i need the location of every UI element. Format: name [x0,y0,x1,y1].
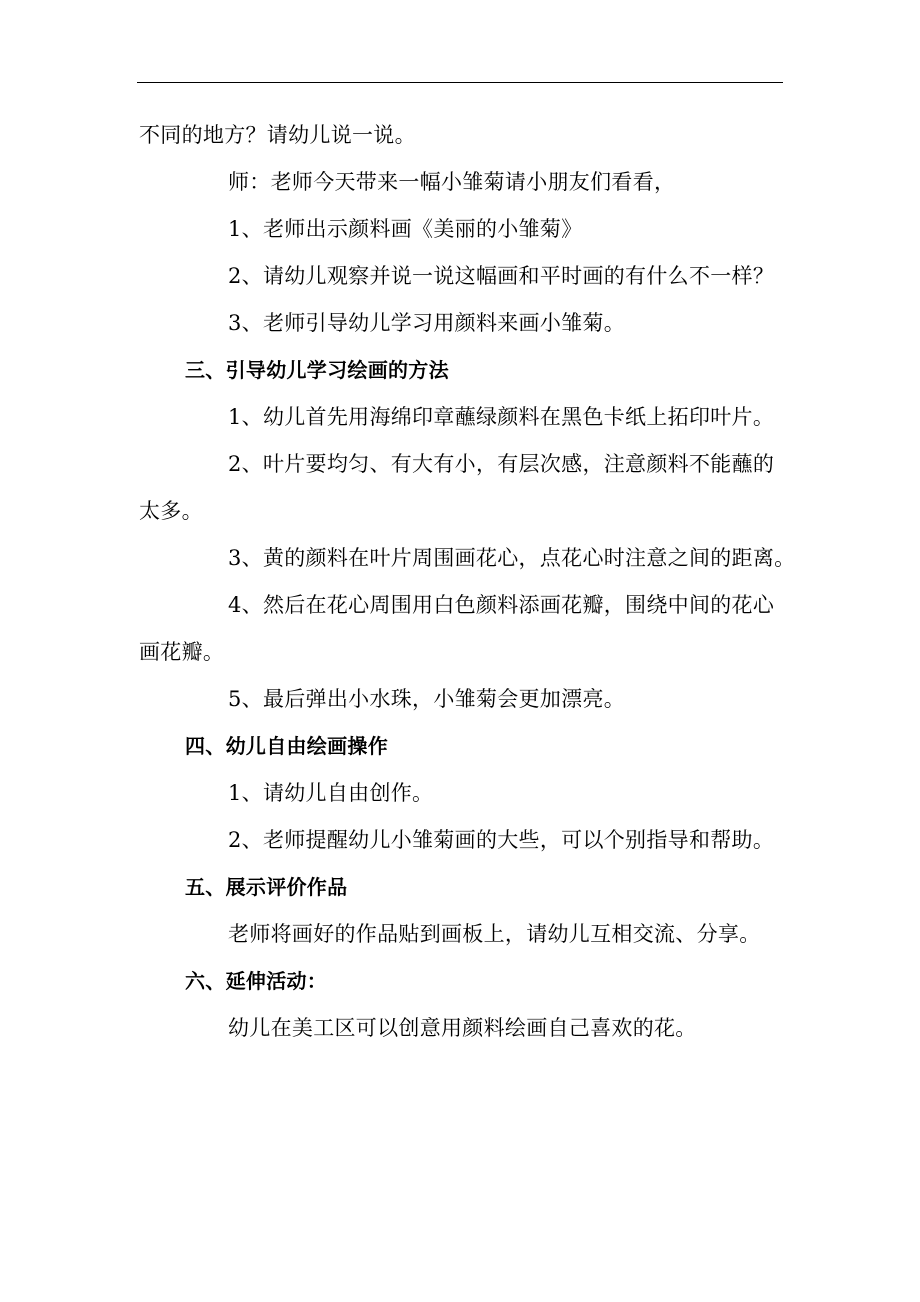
header-rule [137,82,783,83]
paragraph: 幼儿在美工区可以创意用颜料绘画自己喜欢的花。 [228,1016,697,1040]
list-item: 5、最后弹出小水珠，小雏菊会更加漂亮。 [228,687,626,711]
section-heading: 三、引导幼儿学习绘画的方法 [185,358,449,382]
paragraph: 师：老师今天带来一幅小雏菊请小朋友们看看， [228,170,676,194]
section-heading: 四、幼儿自由绘画操作 [185,734,388,758]
paragraph-continuation: 太多。 [139,499,203,523]
list-item: 1、老师出示颜料画《美丽的小雏菊》 [228,217,583,241]
list-item: 2、老师提醒幼儿小雏菊画的大些，可以个别指导和帮助。 [228,828,775,852]
list-item: 1、幼儿首先用海绵印章蘸绿颜料在黑色卡纸上拓印叶片。 [228,405,775,429]
section-heading: 六、延伸活动： [185,969,328,993]
list-item: 3、黄的颜料在叶片周围画花心，点花心时注意之间的距离。 [228,546,796,570]
list-item: 2、请幼儿观察并说一说这幅画和平时画的有什么不一样？ [228,264,775,288]
list-item: 3、老师引导幼儿学习用颜料来画小雏菊。 [228,311,626,335]
document-body [139,112,796,1052]
list-item: 2、叶片要均匀、有大有小，有层次感，注意颜料不能蘸的 [228,452,775,476]
paragraph-continuation: 不同的地方？请幼儿说一说。 [139,123,416,147]
paragraph: 老师将画好的作品贴到画板上，请幼儿互相交流、分享。 [228,922,761,946]
section-heading: 五、展示评价作品 [185,875,348,899]
paragraph-continuation: 画花瓣。 [139,640,225,664]
list-item: 4、然后在花心周围用白色颜料添画花瓣，围绕中间的花心 [228,593,775,617]
list-item: 1、请幼儿自由创作。 [228,781,434,805]
